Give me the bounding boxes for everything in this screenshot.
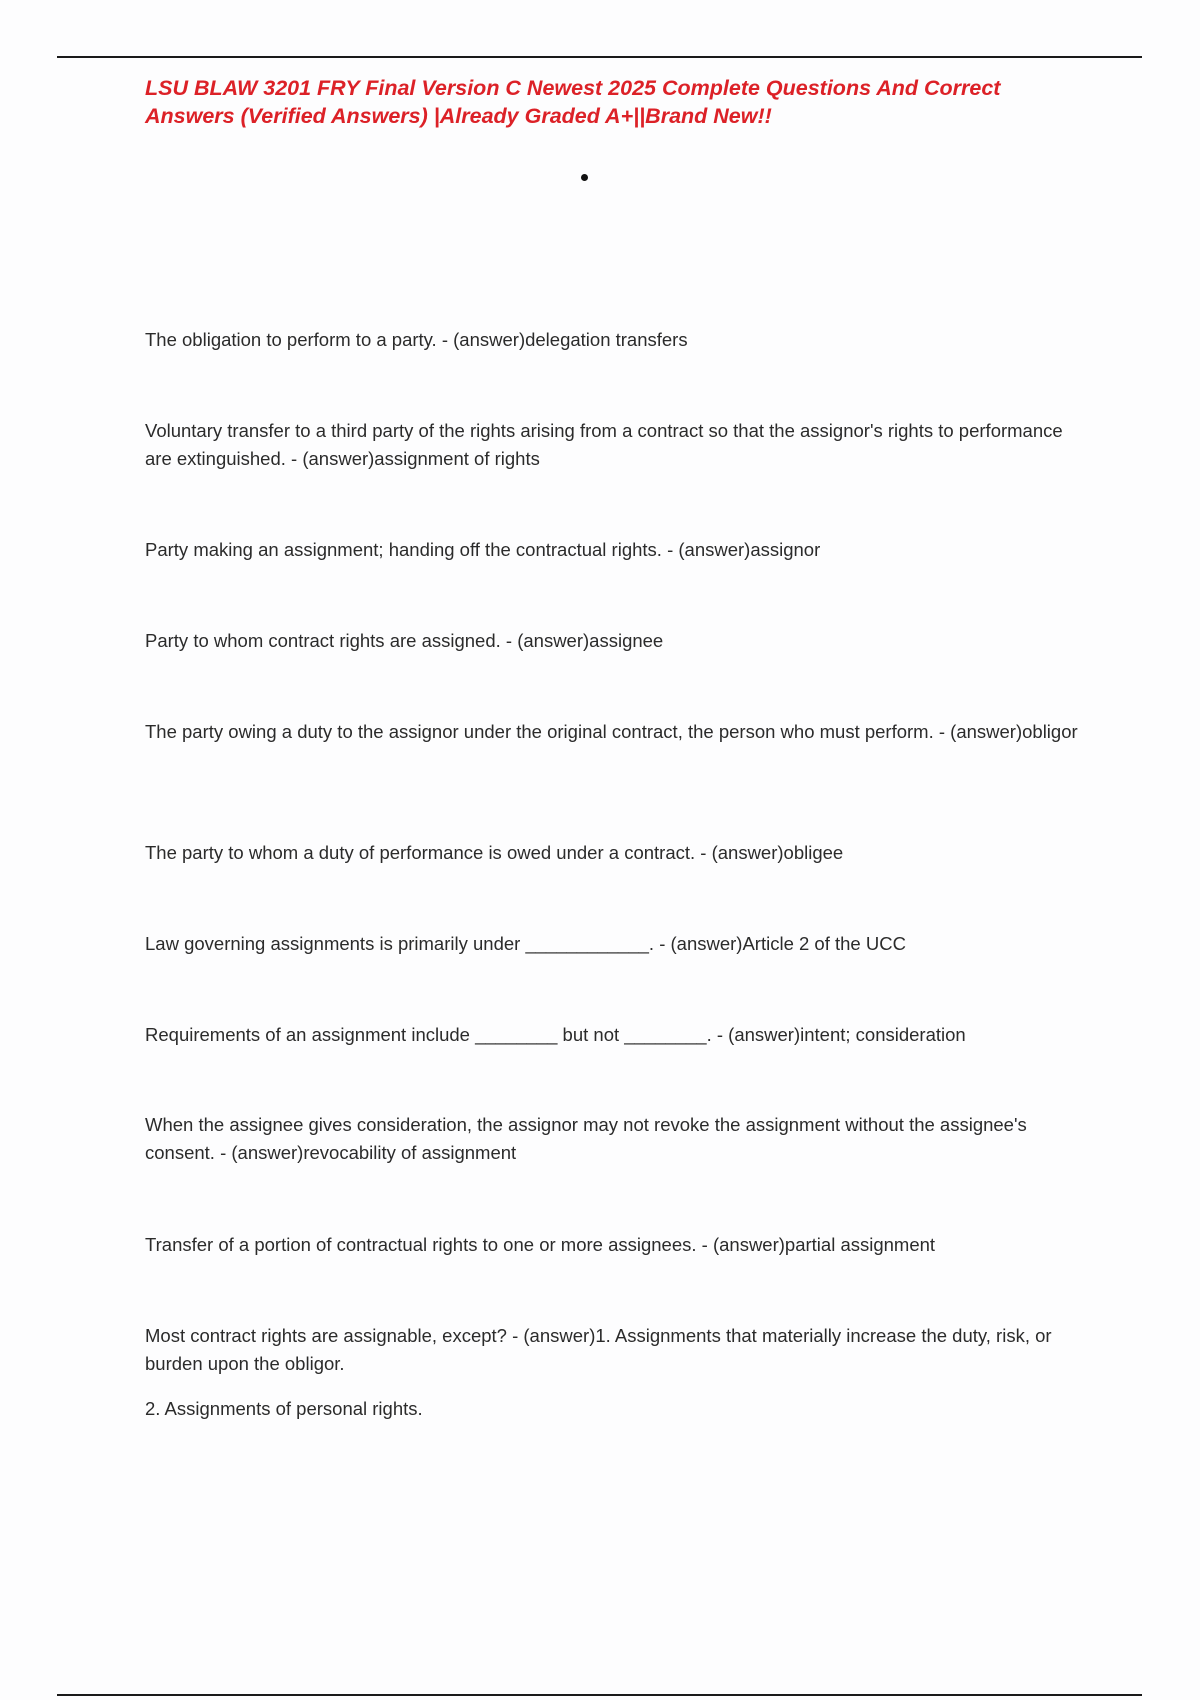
qa-item — [145, 1231, 1090, 1259]
qa-text: When the assignee gives consideration, the assignor may not revoke the assignment without the assignee's consent. - (answer)revocability of assignment — [145, 1114, 1027, 1163]
bottom-divider — [57, 1694, 1142, 1696]
qa-text: Most contract rights are assignable, except? - (answer)1. Assignments that materially increase the duty, risk, or burden upon the obligor. — [145, 1325, 1052, 1374]
qa-item — [145, 1111, 1090, 1167]
qa-text: Requirements of an assignment include ________ but not ________. - (answer)intent; consideration — [145, 1024, 966, 1045]
qa-text: The party to whom a duty of performance is owed under a contract. - (answer)obligee — [145, 842, 844, 863]
qa-text: The obligation to perform to a party. - (answer)delegation transfers — [145, 329, 688, 350]
qa-item — [145, 718, 1090, 746]
qa-item — [145, 930, 1090, 958]
top-divider — [57, 56, 1142, 58]
document-title: LSU BLAW 3201 FRY Final Version C Newest 2025 Complete Questions And Correct Answers (Verified Answers) |Already Graded A+||Brand New!! — [145, 76, 1001, 128]
qa-item — [145, 839, 1090, 867]
qa-item — [145, 417, 1090, 473]
qa-item — [145, 326, 1090, 354]
qa-item — [145, 1322, 1090, 1423]
qa-text: Party to whom contract rights are assigned. - (answer)assignee — [145, 630, 664, 651]
qa-text: Party making an assignment; handing off the contractual rights. - (answer)assignor — [145, 539, 821, 560]
qa-text: Voluntary transfer to a third party of the rights arising from a contract so that the assignor's rights to performance are extinguished. - (answer)assignment of rights — [145, 420, 1063, 469]
qa-text: The party owing a duty to the assignor under the original contract, the person who must perform. - (answer)obligor — [145, 721, 1078, 742]
qa-text: Law governing assignments is primarily under ____________. - (answer)Article 2 of the UCC — [145, 933, 906, 954]
qa-item — [145, 1021, 1090, 1049]
qa-text: Transfer of a portion of contractual rights to one or more assignees. - (answer)partial assignment — [145, 1234, 936, 1255]
qa-item — [145, 536, 1090, 564]
qa-item — [145, 627, 1090, 655]
qa-text-continued: 2. Assignments of personal rights. — [145, 1398, 423, 1419]
bullet-point — [581, 174, 588, 181]
